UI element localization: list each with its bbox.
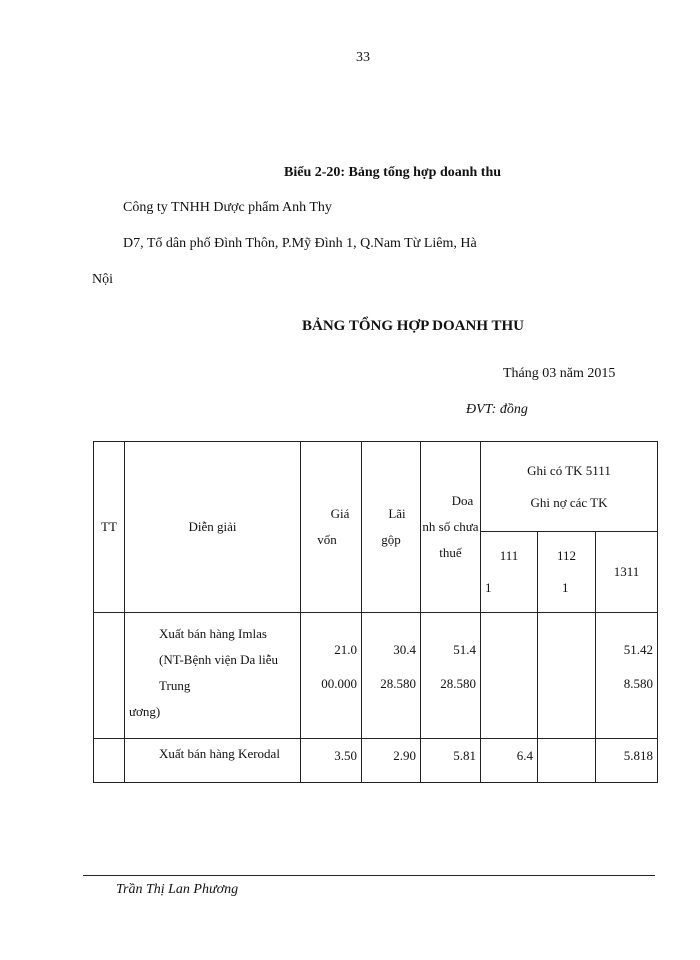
header-ghi-co (481, 442, 658, 532)
header-tk-1121 (538, 532, 596, 613)
header-tk-1111-line2: 1 (485, 580, 492, 595)
row2-doanh-so: 5.81 (421, 739, 481, 783)
page-number: 33 (356, 50, 370, 65)
report-title: BẢNG TỔNG HỢP DOANH THU (302, 318, 524, 334)
header-dien-giai (125, 442, 301, 613)
report-month: Tháng 03 năm 2015 (503, 366, 616, 381)
row2-tt (94, 739, 125, 783)
header-gia-von-line2: vốn (317, 532, 337, 547)
row2-tk-1111: 6.4 (481, 739, 538, 783)
header-tk-1311 (596, 532, 658, 613)
row1-tk-1121 (538, 613, 596, 739)
row1-lai-gop-line1: 30.4 (393, 642, 416, 657)
row1-doanh-so-line1: 51.4 (453, 642, 476, 657)
figure-caption: Biểu 2-20: Bảng tổng hợp doanh thu (284, 165, 502, 180)
company-name: Công ty TNHH Dược phẩm Anh Thy (123, 200, 332, 215)
header-dien-giai-label: Diễn giải (188, 519, 237, 534)
header-gia-von-line1: Giá (330, 506, 350, 521)
table-header-row (94, 442, 658, 532)
row1-tk-1311-line1: 51.42 (623, 642, 653, 657)
row2-lai-gop: 2.90 (362, 739, 421, 783)
company-address-line2: Nội (92, 272, 113, 287)
row2-description: Xuất bán hàng Kerodal (125, 739, 301, 783)
row1-desc-line3: ương) (129, 704, 161, 719)
row1-tk-1311 (596, 613, 658, 739)
header-gia-von (301, 442, 362, 613)
table-row (94, 613, 658, 739)
row1-gia-von-line2: 00.000 (321, 676, 357, 691)
row1-doanh-so-line2: 28.580 (440, 676, 476, 691)
row1-tk-1311-line2: 8.580 (623, 676, 653, 691)
header-lai-gop-line2: gộp (381, 532, 401, 547)
row1-description (125, 613, 301, 739)
header-doanh-so (421, 442, 481, 613)
row1-gia-von (301, 613, 362, 739)
row1-lai-gop-line2: 28.580 (380, 676, 416, 691)
header-tt-label: TT (101, 519, 117, 534)
header-tk-1121-line1: 112 (556, 548, 577, 563)
header-ghi-co-line2: Ghi nợ các TK (530, 494, 608, 510)
row1-tt (94, 613, 125, 739)
row1-lai-gop (362, 613, 421, 739)
header-tk-1111-line1: 111 (499, 548, 519, 563)
row1-desc-line2: (NT-Bệnh viện Da liễu Trung (159, 652, 279, 693)
company-address-line1: D7, Tổ dân phố Đình Thôn, P.Mỹ Đình 1, Q.Nam Từ Liêm, Hà (123, 236, 477, 251)
header-tt (94, 442, 125, 613)
row1-gia-von-line1: 21.0 (334, 642, 357, 657)
header-doanh-so-line2: nh số chưa (422, 519, 479, 534)
header-doanh-so-line3: thuế (439, 545, 462, 560)
table-row (94, 739, 658, 783)
header-tk-1311-label: 1311 (613, 564, 640, 579)
row2-gia-von: 3.50 (301, 739, 362, 783)
header-doanh-so-line1: Doa (451, 493, 474, 508)
header-lai-gop-line1: Lãi (388, 506, 406, 521)
row2-tk-1311: 5.818 (596, 739, 658, 783)
header-ghi-co-line1: Ghi có TK 5111 (527, 462, 611, 478)
header-tk-1111 (481, 532, 538, 613)
row1-desc-line1: Xuất bán hàng Imlas (159, 626, 267, 641)
footer-divider (83, 875, 655, 876)
revenue-summary-table (93, 441, 658, 783)
row1-tk-1111 (481, 613, 538, 739)
header-lai-gop (362, 442, 421, 613)
currency-unit: ĐVT: đồng (466, 402, 528, 417)
header-tk-1121-line2: 1 (562, 580, 569, 595)
footer-author: Trần Thị Lan Phương (116, 882, 239, 897)
row2-tk-1121 (538, 739, 596, 783)
row1-doanh-so (421, 613, 481, 739)
